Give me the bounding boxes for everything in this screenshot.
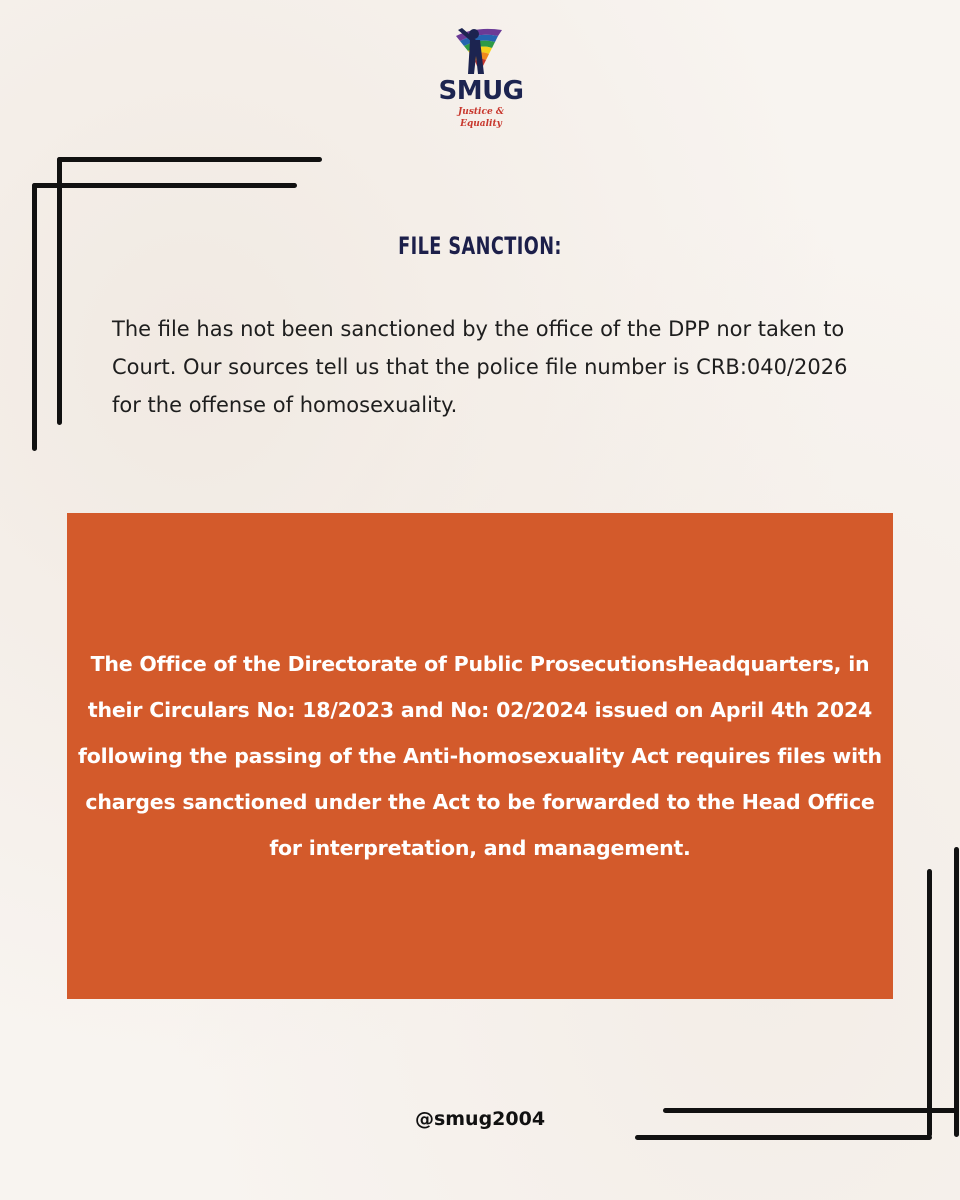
logo-tagline: Justice & Equality bbox=[458, 107, 504, 129]
rainbow-figure-icon bbox=[450, 26, 512, 78]
section-body-text: The file has not been sanctioned by the office of the DPP nor taken to Court. Our sources tell us that the police file number is CRB:040/2026 for the offense of homosexuality. bbox=[112, 317, 848, 417]
frame-line-bottom-lower bbox=[635, 1135, 932, 1140]
logo-name: SMUG bbox=[438, 76, 524, 106]
social-handle: @smug2004 bbox=[414, 1108, 546, 1130]
callout-box bbox=[67, 513, 893, 999]
frame-line-right-outer bbox=[954, 847, 959, 1137]
smug-logo bbox=[436, 26, 526, 129]
section-title: FILE SANCTION: bbox=[398, 232, 562, 260]
frame-line-top-long bbox=[57, 157, 322, 162]
frame-line-top-short bbox=[32, 183, 297, 188]
frame-line-left-inner bbox=[57, 157, 62, 425]
frame-line-right-inner bbox=[927, 869, 932, 1137]
callout-text: The Office of the Directorate of Public ProsecutionsHeadquarters, in their Circulars No: 18/2023 and No: 02/2024 issued on April 4th 2024 following the passing of the Anti-homosexuality Act requires files with charges sanctioned under the Act to be forwarded to the Head Office for interpretation, and management. bbox=[78, 652, 882, 860]
frame-line-left-outer bbox=[32, 183, 37, 451]
